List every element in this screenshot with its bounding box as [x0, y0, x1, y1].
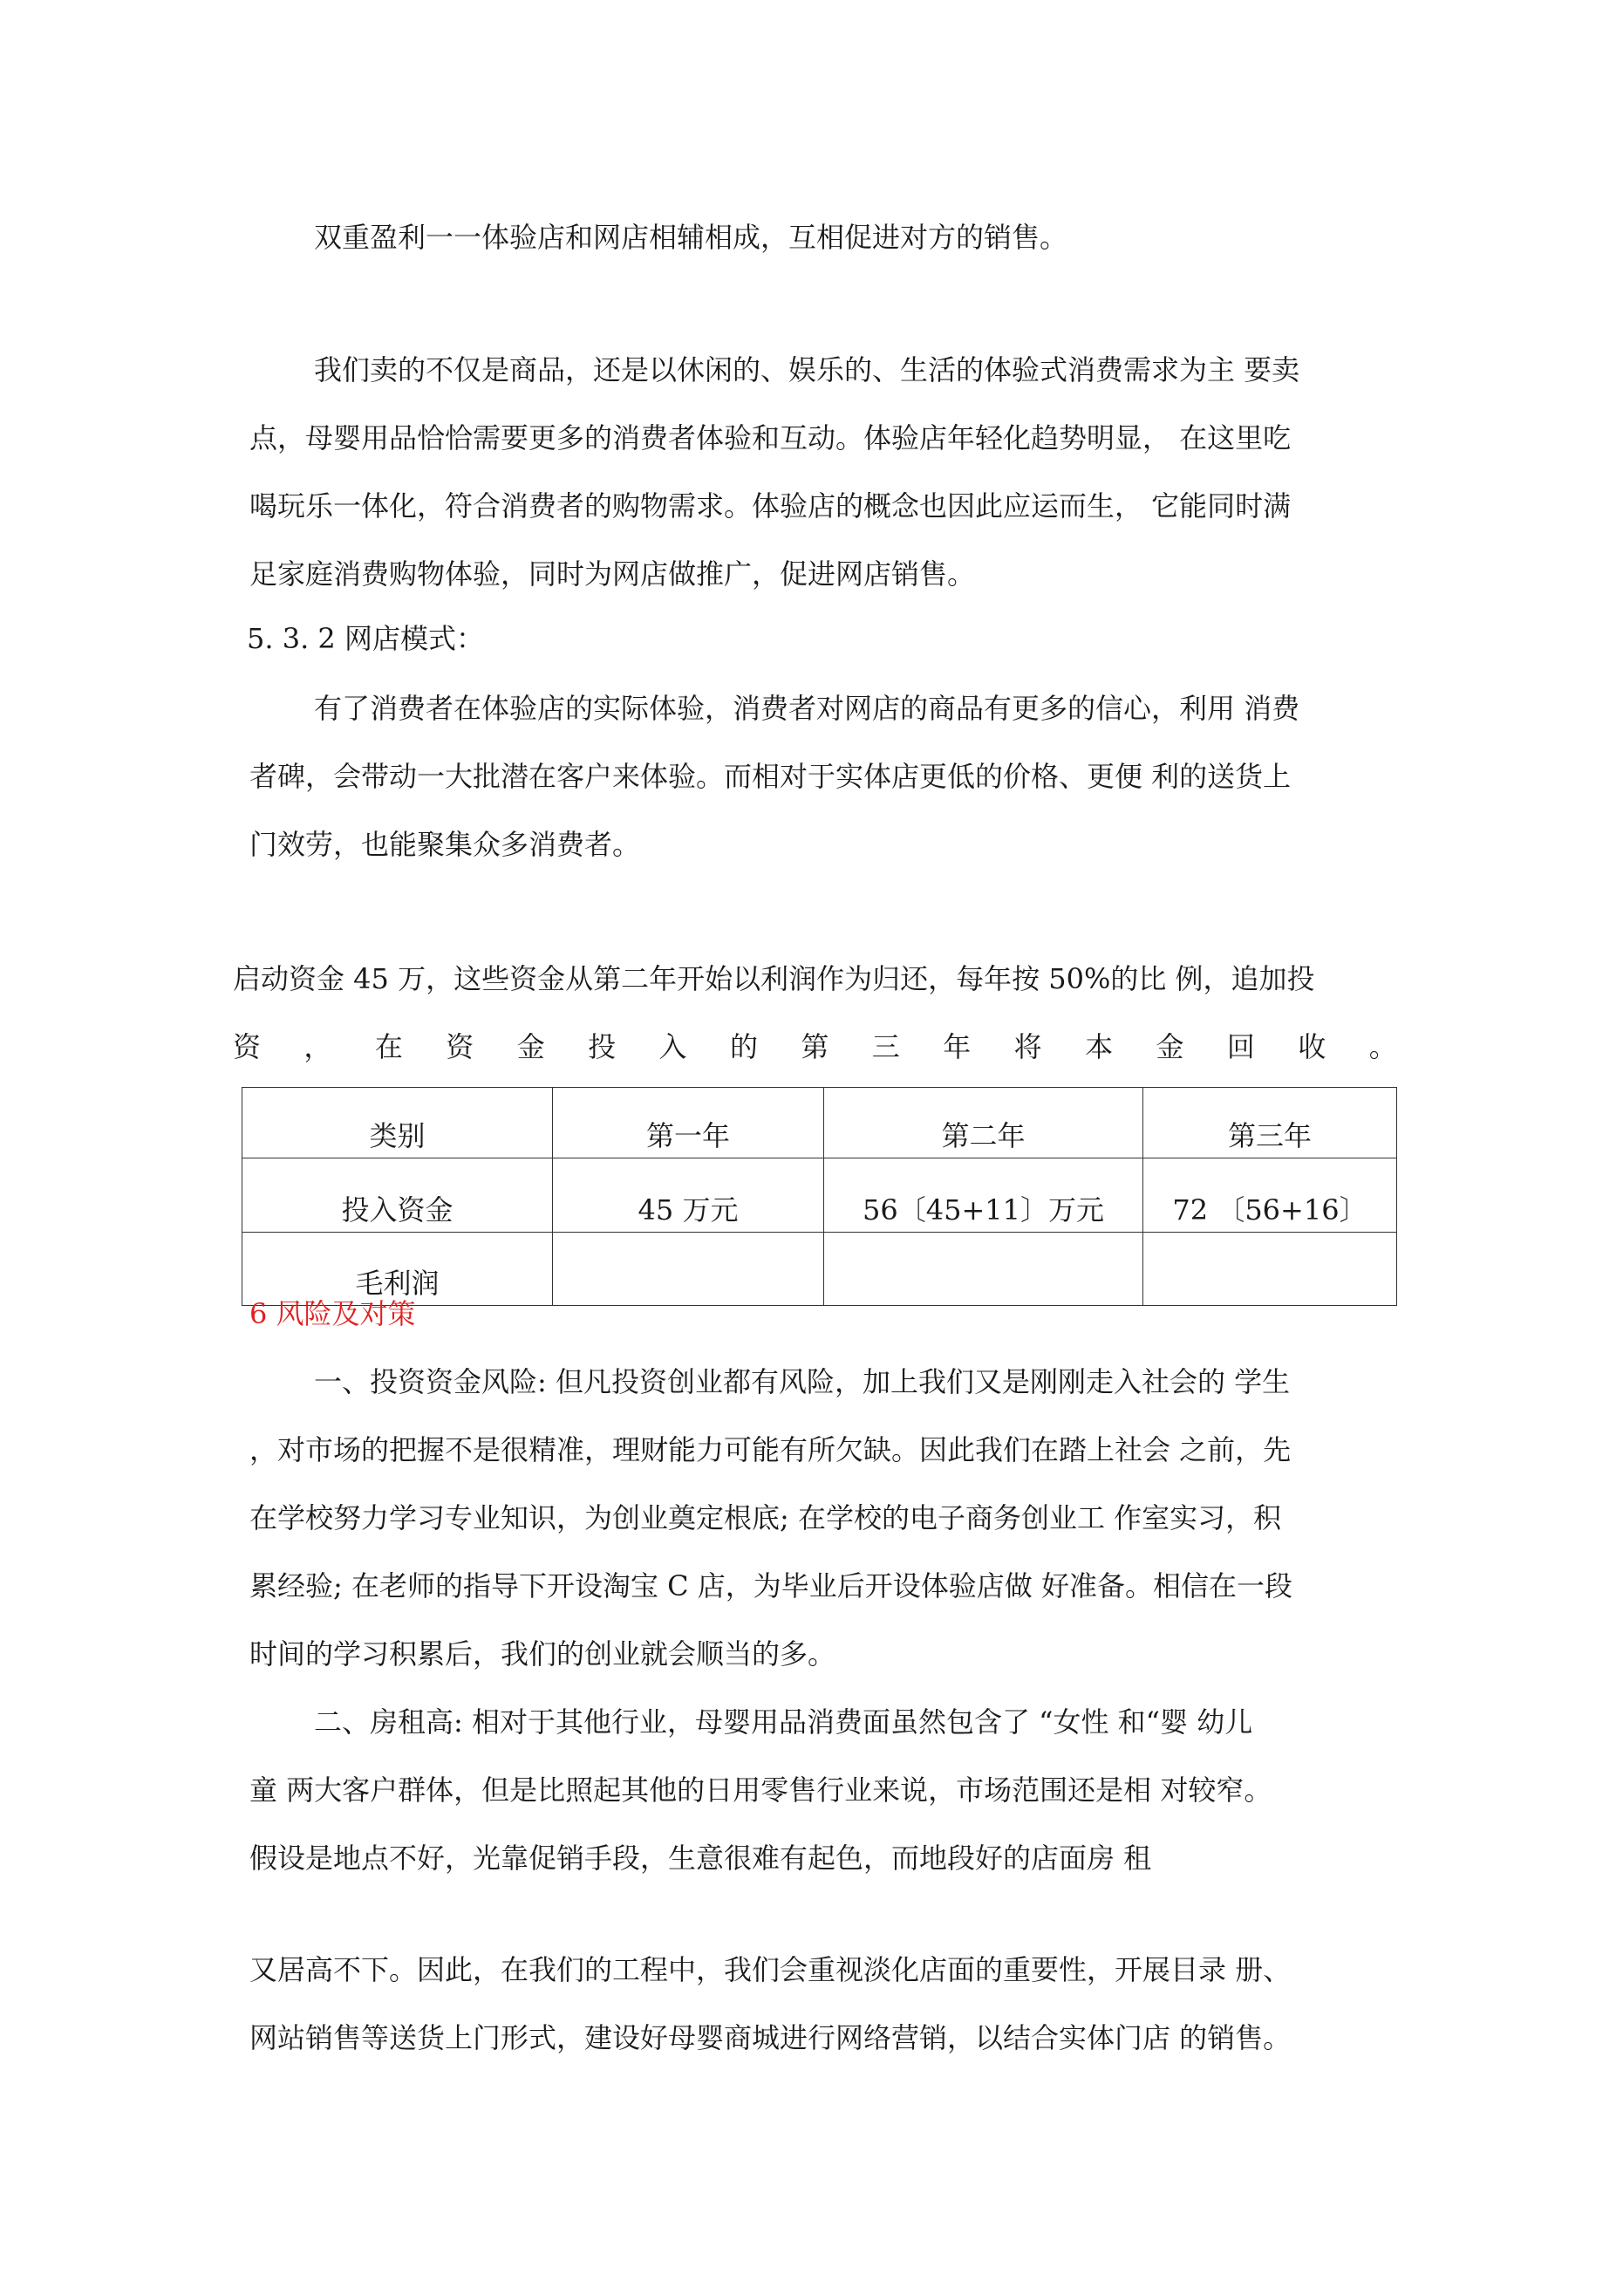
paragraph-rent-line-2: 童 两大客户群体，但是比照起其他的日用零售行业来说，市场范围还是相 对较窄。: [249, 1773, 1272, 1807]
char: 投: [588, 1030, 617, 1063]
char: 将: [1013, 1030, 1042, 1063]
paragraph-rent-cont-line-2: 网站销售等送货上门形式，建设好母婴商城进行网络营销，以结合实体门店 的销售。: [249, 2021, 1292, 2054]
paragraph-experience-line-3: 喝玩乐一体化，符合消费者的购物需求。体验店的概念也因此应运而生， 它能同时满: [249, 489, 1292, 523]
paragraph-rent-cont-line-1: 又居高不下。因此，在我们的工程中，我们会重视淡化店面的重要性，开展目录 册、: [249, 1953, 1292, 1986]
char: 回: [1226, 1030, 1255, 1063]
paragraph-dual-profit: 双重盈利一一体验店和网店相辅相成，互相促进对方的销售。: [314, 221, 1068, 254]
table-cell: 56〔45+11〕万元: [824, 1158, 1143, 1233]
table-header-cell: 类别: [242, 1088, 553, 1158]
paragraph-capital-risk-line-2: ，对市场的把握不是很精准，理财能力可能有所欠缺。因此我们在踏上社会 之前，先: [249, 1433, 1292, 1466]
table-row: [242, 1158, 1397, 1233]
table-cell: [824, 1233, 1143, 1306]
paragraph-online-store-line-1: 有了消费者在体验店的实际体验，消费者对网店的商品有更多的信心，利用 消费: [314, 692, 1300, 725]
paragraph-capital-risk-line-1: 一、投资资金风险: 但凡投资创业都有风险，加上我们又是刚刚走入社会的 学生: [314, 1365, 1291, 1398]
table-header-cell: 第三年: [1143, 1088, 1397, 1158]
char: 收: [1298, 1030, 1326, 1063]
paragraph-online-store-line-2: 者碑，会带动一大批潜在客户来体验。而相对于实体店更低的价格、更便 利的送货上: [249, 760, 1292, 793]
char: 入: [658, 1030, 687, 1063]
table-header-row: [242, 1088, 1397, 1158]
section-heading-risks: 6 风险及对策: [249, 1297, 416, 1330]
paragraph-startup-capital-line-1: 启动资金 45 万，这些资金从第二年开始以利润作为归还，每年按 50%的比 例，追加投: [233, 962, 1315, 995]
table-cell: 45 万元: [553, 1158, 824, 1233]
table-header-cell: 第二年: [824, 1088, 1143, 1158]
investment-table: [242, 1087, 1397, 1306]
paragraph-experience-line-4: 足家庭消费购物体验，同时为网店做推广，促进网店销售。: [249, 557, 976, 591]
char: 在: [374, 1030, 403, 1063]
char: 的: [729, 1030, 758, 1063]
table-cell: 72 〔56+16〕: [1143, 1158, 1397, 1233]
paragraph-capital-risk-line-5: 时间的学习积累后，我们的创业就会顺当的多。: [249, 1637, 836, 1671]
char: 本: [1085, 1030, 1114, 1063]
table-cell: [553, 1233, 824, 1306]
char: 资: [233, 1030, 262, 1063]
table-header-cell: 第一年: [553, 1088, 824, 1158]
paragraph-online-store-line-3: 门效劳，也能聚集众多消费者。: [249, 828, 641, 861]
paragraph-experience-line-2: 点，母婴用品恰恰需要更多的消费者体验和互动。体验店年轻化趋势明显， 在这里吃: [249, 421, 1292, 454]
char: 第: [801, 1030, 829, 1063]
table-cell: 投入资金: [242, 1158, 553, 1233]
char: 。: [1368, 1030, 1397, 1063]
char: 年: [943, 1030, 972, 1063]
char: 金: [1156, 1030, 1184, 1063]
paragraph-capital-risk-line-3: 在学校努力学习专业知识，为创业奠定根底; 在学校的电子商务创业工 作室实习，积: [249, 1501, 1282, 1534]
table-cell: 毛利润: [242, 1233, 553, 1306]
paragraph-experience-line-1: 我们卖的不仅是商品，还是以休闲的、娱乐的、生活的体验式消费需求为主 要卖: [314, 353, 1300, 386]
table-cell: [1143, 1233, 1397, 1306]
paragraph-startup-capital-line-2: [233, 1028, 1397, 1066]
paragraph-capital-risk-line-4: 累经验; 在老师的指导下开设淘宝 C 店，为毕业后开设体验店做 好准备。相信在一段: [249, 1569, 1292, 1602]
char: 三: [871, 1030, 900, 1063]
char: ，: [303, 1030, 332, 1063]
paragraph-rent-line-3: 假设是地点不好，光靠促销手段，生意很难有起色，而地段好的店面房 租: [249, 1842, 1152, 1875]
paragraph-rent-line-1: 二、房租高: 相对于其他行业，母婴用品消费面虽然包含了 “女性 和“婴 幼儿: [314, 1705, 1253, 1739]
char: 金: [516, 1030, 545, 1063]
char: 资: [446, 1030, 474, 1063]
section-heading-online-store-mode: 5. 3. 2 网店模式：: [247, 622, 484, 655]
